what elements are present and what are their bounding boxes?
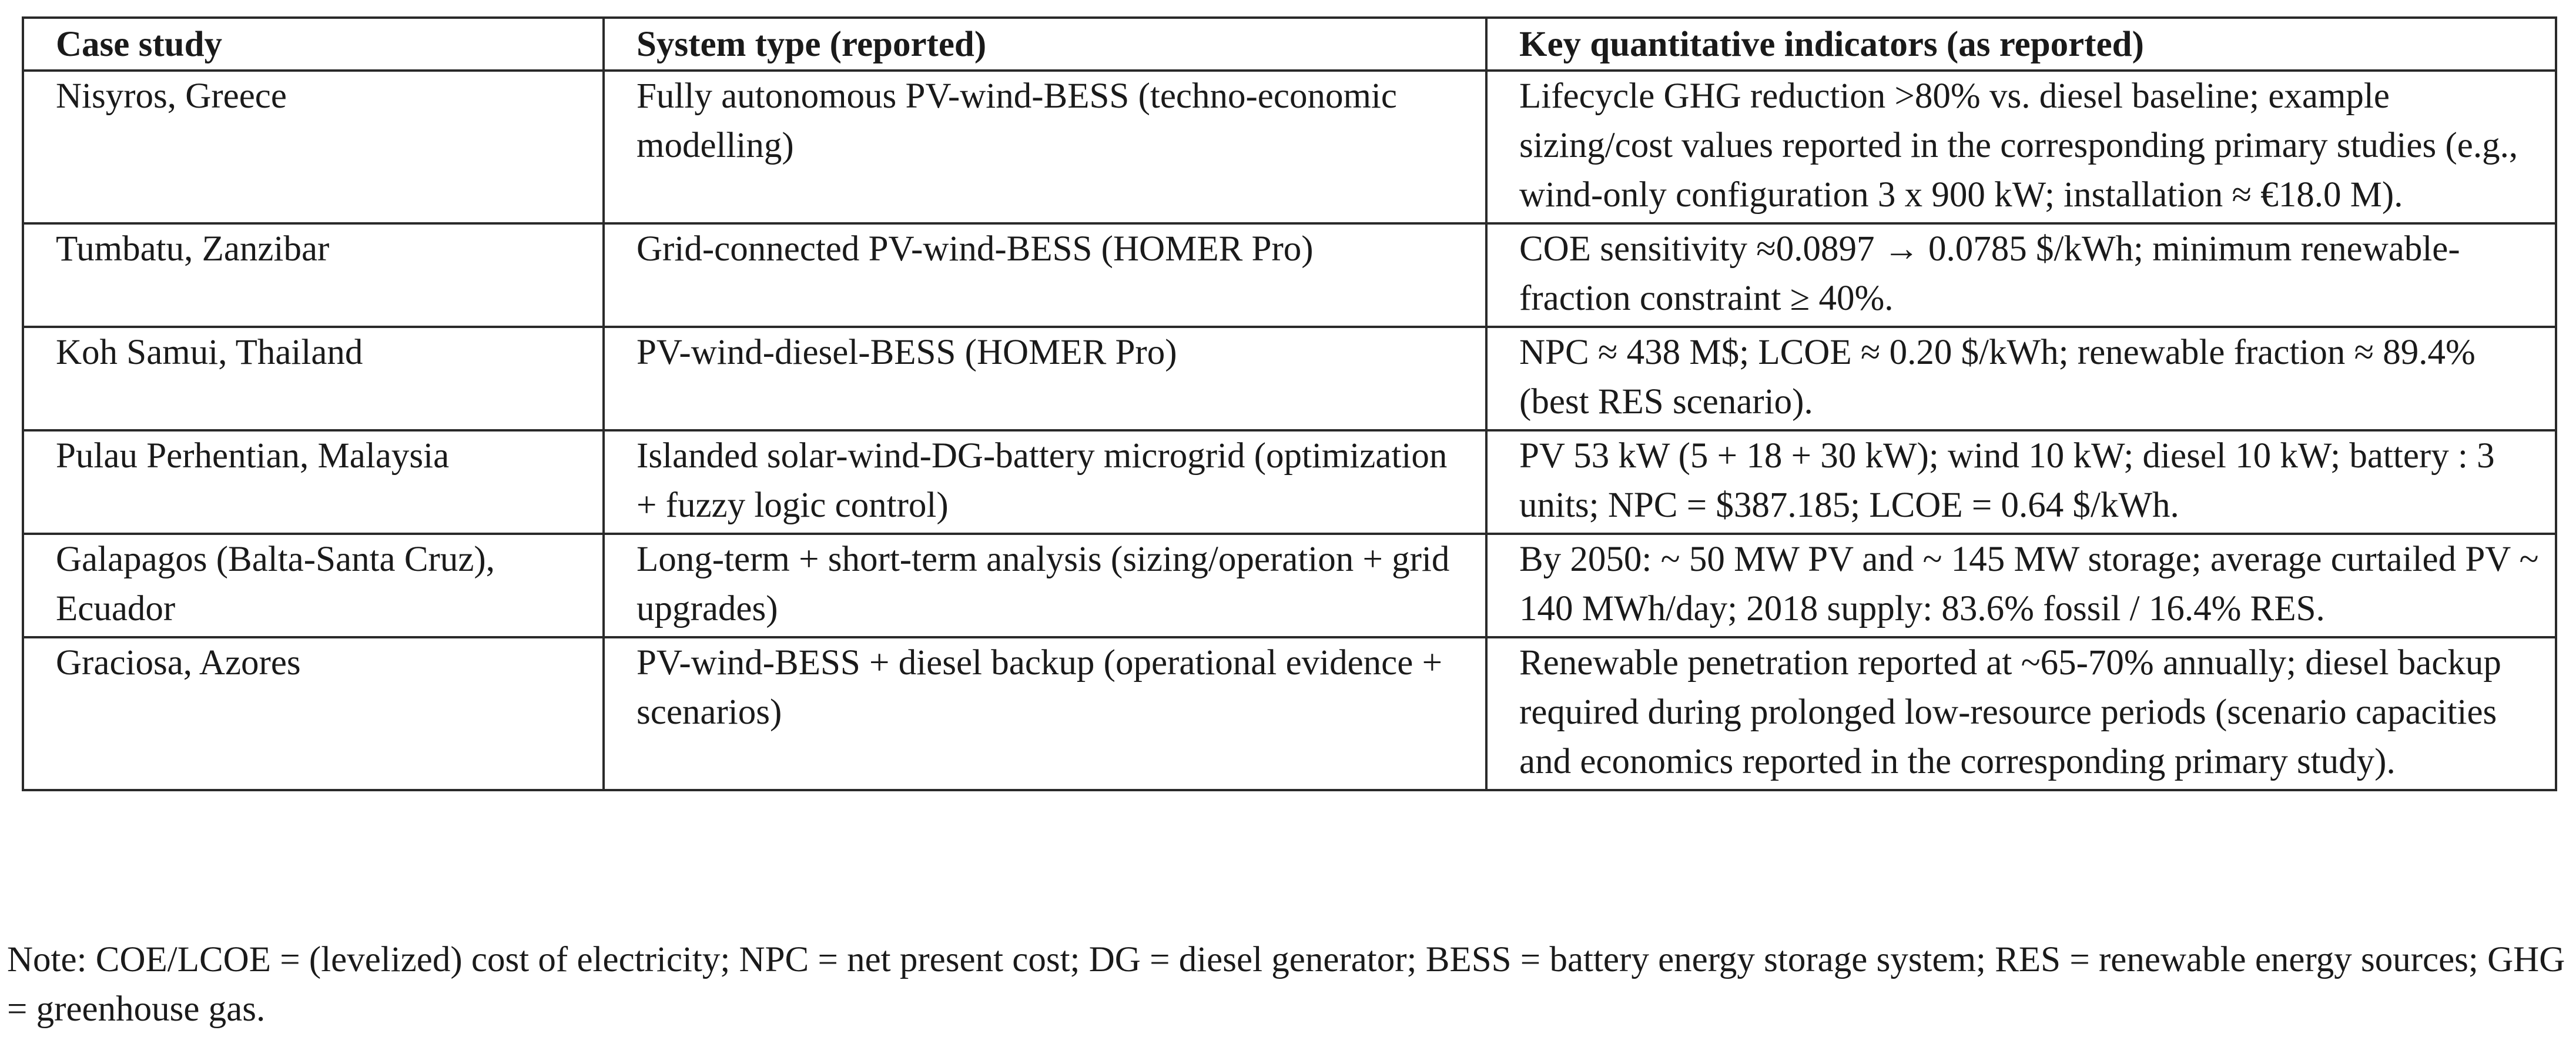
cell-indicators: COE sensitivity ≈0.0897 → 0.0785 $/kWh; minimum renewable-fraction constraint ≥ 40%. <box>1486 223 2556 327</box>
table-header <box>23 18 2556 71</box>
cell-system: PV-wind-BESS + diesel backup (operational evidence + scenarios) <box>604 637 1486 790</box>
header-row <box>23 18 2556 71</box>
table-body <box>23 71 2556 790</box>
table-row <box>23 637 2556 790</box>
cell-system: Fully autonomous PV-wind-BESS (techno-economic modelling) <box>604 71 1486 223</box>
header-case-study: Case study <box>23 18 604 71</box>
cell-indicators: Lifecycle GHG reduction >80% vs. diesel baseline; example sizing/cost values reported in the corresponding primary studies (e.g., wind-only configuration 3 x 900 kW; installation ≈ €18.0 M). <box>1486 71 2556 223</box>
header-key-indicators: Key quantitative indicators (as reported) <box>1486 18 2556 71</box>
cell-system: Islanded solar-wind-DG-battery microgrid (optimization + fuzzy logic control) <box>604 430 1486 534</box>
case-study-table <box>22 16 2557 791</box>
table-row <box>23 534 2556 637</box>
cell-system: Grid-connected PV-wind-BESS (HOMER Pro) <box>604 223 1486 327</box>
cell-case: Tumbatu, Zanzibar <box>23 223 604 327</box>
cell-system: PV-wind-diesel-BESS (HOMER Pro) <box>604 327 1486 430</box>
cell-system: Long-term + short-term analysis (sizing/operation + grid upgrades) <box>604 534 1486 637</box>
cell-indicators: By 2050: ~ 50 MW PV and ~ 145 MW storage; average curtailed PV ~ 140 MWh/day; 2018 supply: 83.6% fossil / 16.4% RES. <box>1486 534 2556 637</box>
cell-indicators: PV 53 kW (5 + 18 + 30 kW); wind 10 kW; diesel 10 kW; battery : 3 units; NPC = $387.185; LCOE = 0.64 $/kWh. <box>1486 430 2556 534</box>
cell-indicators: Renewable penetration reported at ~65-70% annually; diesel backup required during prolonged low-resource periods (scenario capacities and economics reported in the corresponding primary study). <box>1486 637 2556 790</box>
table-row <box>23 430 2556 534</box>
cell-indicators: NPC ≈ 438 M$; LCOE ≈ 0.20 $/kWh; renewable fraction ≈ 89.4% (best RES scenario). <box>1486 327 2556 430</box>
table-row <box>23 327 2556 430</box>
table-row <box>23 71 2556 223</box>
table-note: Note: COE/LCOE = (levelized) cost of electricity; NPC = net present cost; DG = diesel generator; BESS = battery energy storage system; RES = renewable energy sources; GHG = greenhouse gas. <box>7 940 2565 1029</box>
header-system-type: System type (reported) <box>604 18 1486 71</box>
table-row <box>23 223 2556 327</box>
cell-case: Nisyros, Greece <box>23 71 604 223</box>
cell-case: Graciosa, Azores <box>23 637 604 790</box>
cell-case: Koh Samui, Thailand <box>23 327 604 430</box>
cell-case: Pulau Perhentian, Malaysia <box>23 430 604 534</box>
cell-case: Galapagos (Balta-Santa Cruz), Ecuador <box>23 534 604 637</box>
